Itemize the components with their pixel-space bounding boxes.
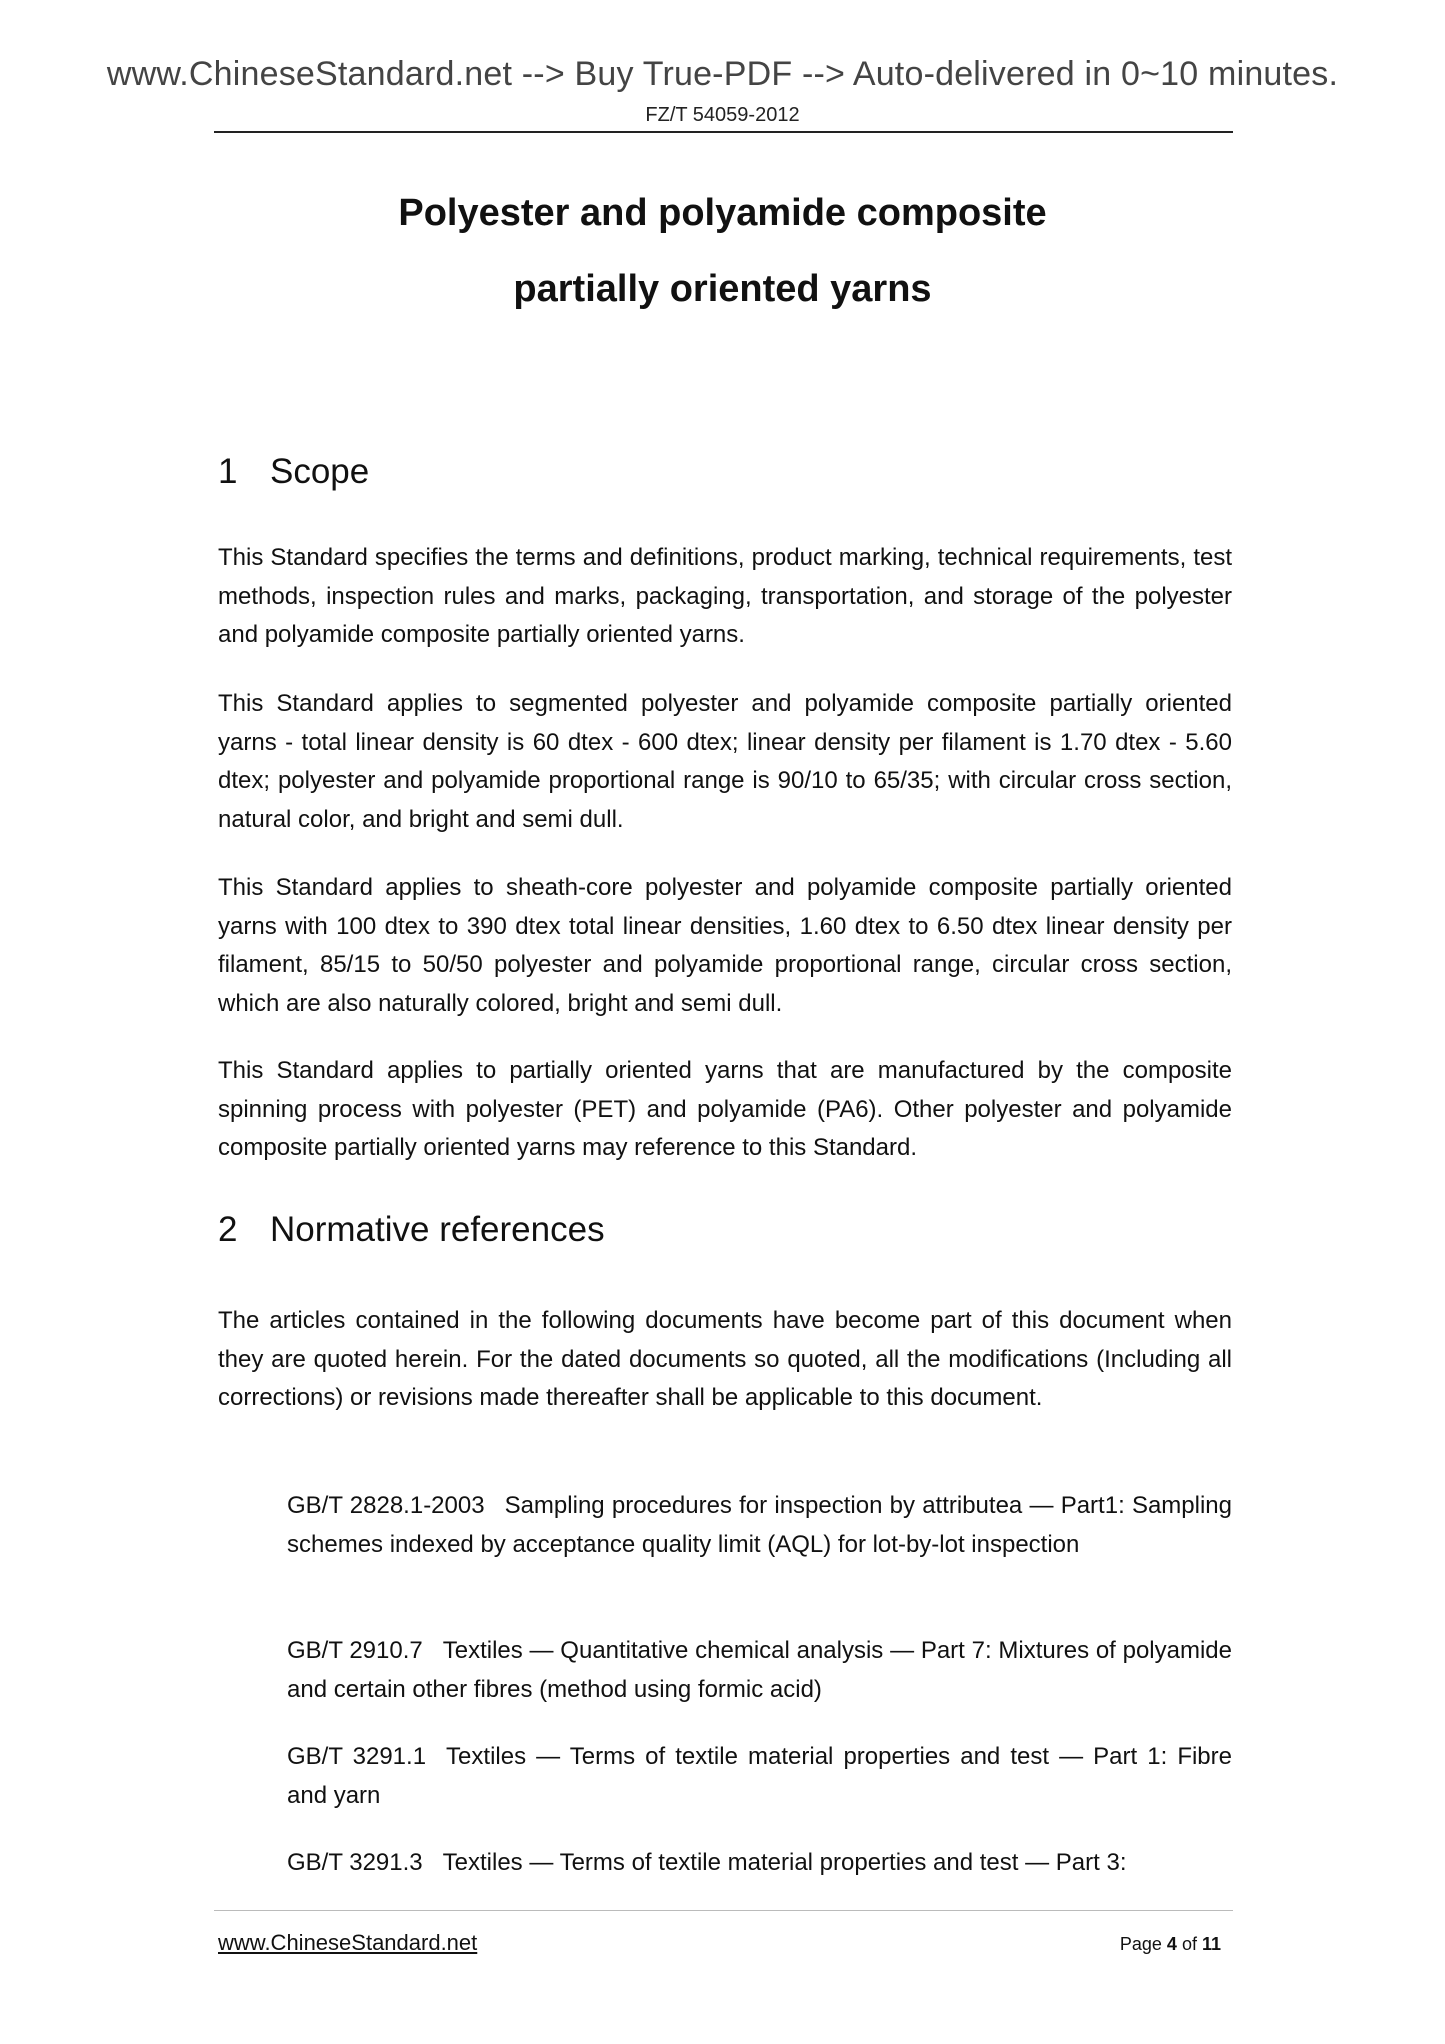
- reference-item: [287, 1487, 1232, 1564]
- page-current: 4: [1166, 1934, 1177, 1954]
- section-heading-normative-references: [218, 1210, 605, 1250]
- document-code: FZ/T 54059-2012: [645, 104, 800, 126]
- document-title-line-2: partially oriented yarns: [513, 268, 932, 310]
- reference-text: Sampling procedures for inspection by attributea — Part1: Sampling schemes indexed by acceptance quality limit (AQL) for lot-by-lot inspection: [287, 1492, 1232, 1558]
- reference-text: Textiles — Terms of textile material properties and test — Part 1: Fibre and yarn: [287, 1743, 1232, 1809]
- scope-paragraph-2: This Standard applies to segmented polyester and polyamide composite partially oriented yarns - total linear density is 60 dtex - 600 dtex; linear density per filament is 1.70 dtex - 5.60 dtex; polyester and polyamide proportional range is 90/10 to 65/35; with circular cross section, natural color, and bright and semi dull.: [218, 690, 1232, 833]
- footer-website-link[interactable]: www.ChineseStandard.net: [218, 1930, 478, 1955]
- scope-paragraph-4: This Standard applies to partially oriented yarns that are manufactured by the composite spinning process with polyester (PET) and polyamide (PA6). Other polyester and polyamide composite partially oriented yarns may reference to this Standard.: [218, 1057, 1232, 1161]
- header-banner[interactable]: www.ChineseStandard.net --> Buy True-PDF --> Auto-delivered in 0~10 minutes.: [106, 55, 1339, 93]
- section-title: Normative references: [270, 1210, 605, 1249]
- section-number: 1: [218, 452, 238, 491]
- reference-code: GB/T 3291.3: [287, 1849, 423, 1876]
- reference-text: Textiles — Quantitative chemical analysis — Part 7: Mixtures of polyamide and certain other fibres (method using formic acid): [287, 1637, 1232, 1703]
- section-number: 2: [218, 1210, 238, 1249]
- references-intro-paragraph: The articles contained in the following documents have become part of this document when they are quoted herein. For the dated documents so quoted, all the modifications (Including all corrections) or revisions made thereafter shall be applicable to this document.: [218, 1307, 1232, 1411]
- reference-text: Textiles — Terms of textile material properties and test — Part 3:: [442, 1849, 1127, 1876]
- reference-code: GB/T 2910.7: [287, 1637, 423, 1664]
- page-number: [1120, 1934, 1221, 1955]
- section-title: Scope: [270, 452, 370, 491]
- scope-paragraph-3: This Standard applies to sheath-core polyester and polyamide composite partially oriented yarns with 100 dtex to 390 dtex total linear densities, 1.60 dtex to 6.50 dtex linear density per filament, 85/15 to 50/50 polyester and polyamide proportional range, circular cross section, which are also naturally colored, bright and semi dull.: [218, 874, 1232, 1017]
- reference-code: GB/T 2828.1-2003: [287, 1492, 485, 1519]
- document-title-line-1: Polyester and polyamide composite: [398, 192, 1047, 234]
- footer-divider: [214, 1910, 1233, 1911]
- page-total: 11: [1201, 1934, 1221, 1954]
- reference-item: [287, 1738, 1232, 1815]
- reference-code: GB/T 3291.1: [287, 1743, 427, 1770]
- page-prefix: Page: [1119, 1934, 1162, 1954]
- reference-item: [287, 1632, 1232, 1709]
- page-of: of: [1181, 1934, 1197, 1954]
- header-divider: [214, 131, 1233, 133]
- reference-item: [287, 1844, 1232, 1883]
- scope-paragraph-1: This Standard specifies the terms and definitions, product marking, technical requirements, test methods, inspection rules and marks, packaging, transportation, and storage of the polyester and polyamide composite partially oriented yarns.: [218, 544, 1232, 648]
- section-heading-scope: [218, 452, 369, 492]
